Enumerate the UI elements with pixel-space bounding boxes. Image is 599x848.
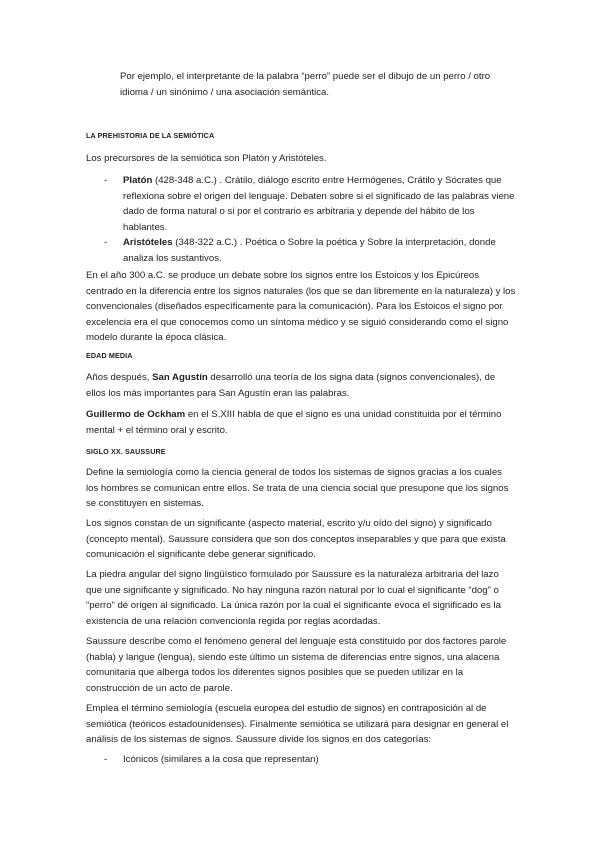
siglo-xx-paragraph-4: Saussure describe como el fenómeno general del lenguaje está constituido por dos factores parole (habla) y langue (lengua), siendo este último un sistema de diferencias entre signos, una alacena comunitaria que alberga todos los diferentes signos posibles que se pueden utilizar en la construcción de un acto de parole. (86, 636, 507, 694)
text-run: Años después, (86, 372, 153, 383)
list-item (86, 173, 516, 235)
text-run: desarrolló una teoría de los signa data (signos convencionales), de ellos los más importantes para San Agustín eran las palabras. (86, 372, 496, 399)
prehistoria-paragraph: En el año 300 a.C. se produce un debate sobre los signos entre los Estoicos y los Epicúreos centrado en la diferencia entre los signos naturales (los que se dan libremente en la naturaleza) y los convencionales (diseñados específicamente para la comunicación). Para los Estoicos el signo por excelencia era el que conocemos como un síntoma médico y se siguió considerando como el signo modelo durante la época clásica. (86, 270, 516, 344)
list-item (86, 752, 516, 768)
list-item-text: Icónicos (similares a la cosa que representan) (123, 754, 319, 765)
text-run: en el S.XIII habla de que el signo es una unidad constituida por el término mental + el término oral y escrito. (86, 409, 502, 436)
siglo-xx-paragraph-5: Emplea el término semiología (escuela europea del estudio de signos) en contraposición al de semiótica (teóricos estadounidenses). Finalmente semiótica se utilizará para designar en general el análisis de los sistemas de signos. Saussure divide los signos en dos categorías: (86, 703, 509, 746)
bullet-dash: - (104, 237, 108, 248)
list-item-text (123, 173, 516, 235)
list-item-title: Platón (123, 175, 153, 186)
siglo-xx-paragraph-1: Define la semiología como la ciencia general de todos los sistemas de signos gracias a los cuales los hombres se comunican entre ellos. Se trata de una ciencia social que presupone que los signos se constituyen en sistemas. (86, 467, 509, 510)
section-heading-edad-media: EDAD MEDIA (86, 351, 133, 360)
section-heading-prehistoria: LA PREHISTORIA DE LA SEMIÓTICA (86, 131, 215, 140)
edad-media-paragraph-1 (86, 370, 516, 401)
list-item-body: (348-322 a.C.) . Poética o Sobre la poética y Sobre la interpretación, donde analiza los sustantivos. (123, 237, 496, 264)
bullet-dash: - (104, 175, 108, 186)
list-item (86, 235, 516, 267)
list-item-body: (428-348 a.C.) . Crátilo, diálogo escrito entre Hermógenes, Crátilo y Sócrates que reflexiona sobre el origen del lenguaje. Debaten sobre si el significado de las palabras viene dado de forma natural o si por el contrario es arbitraria y depende del hábito de los hablantes. (123, 175, 515, 233)
siglo-xx-paragraph-2: Los signos constan de un significante (aspecto material, escrito y/u oído del signo) y significado (concepto mental). Saussure considera que son dos conceptos inseparables y que para que exista comunicación el significante debe generar significado. (86, 518, 506, 561)
list-item-title: Aristóteles (123, 237, 173, 248)
person-name: Guillermo de Ockham (86, 409, 186, 420)
bullet-dash: - (104, 754, 108, 765)
person-name: San Agustín (152, 372, 208, 383)
prehistoria-lead-paragraph: Los precursores de la semiótica son Platón y Aristóteles. (86, 153, 327, 164)
edad-media-paragraph-2 (86, 407, 516, 438)
list-item-text (123, 235, 516, 266)
intro-example-paragraph: Por ejemplo, el interpretante de la palabra “perro” puede ser el dibujo de un perro / otro idioma / un sinónimo / una asociación semántica. (120, 71, 491, 98)
siglo-xx-paragraph-3: La piedra angular del signo lingüístico formulado por Saussure es la naturaleza arbitraria del lazo que une significante y significado. No hay ninguna razón natural por lo cual el significante “dog” o “perro” dé origen al significado. La única razón por la cual el significante evoca el significado es la existencia de una relación convencionla regida por reglas acordadas. (86, 569, 501, 627)
section-heading-siglo-xx: SIGLO XX. SAUSSURE (86, 447, 166, 456)
